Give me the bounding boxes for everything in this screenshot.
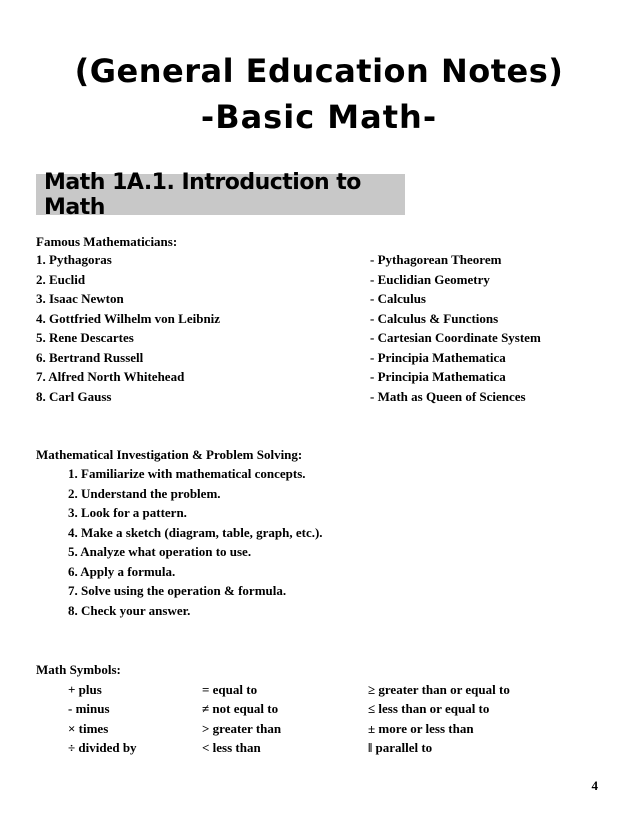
step-item: 3. Look for a pattern. [68,505,187,520]
symbol-entry: = equal to [202,682,258,697]
mathematicians-title: Famous Mathematicians: [36,234,178,249]
mathematician-work: - Calculus [370,291,426,306]
symbol-entry: ≥ greater than or equal to [368,682,510,697]
symbol-entry: ± more or less than [368,721,474,736]
section-heading-text: Math 1A.1. Introduction to Math [44,169,361,220]
symbol-entry: ≠ not equal to [202,701,279,716]
mathematician-name: 3. Isaac Newton [36,291,124,306]
mathematician-work: - Math as Queen of Sciences [370,389,526,404]
step-item: 2. Understand the problem. [68,486,221,501]
symbol-entry: ≤ less than or equal to [368,701,490,716]
symbol-entry: > greater than [202,721,282,736]
document-subtitle: -Basic Math- [200,98,438,136]
mathematician-name: 5. Rene Descartes [36,330,134,345]
step-item: 8. Check your answer. [68,603,191,618]
step-item: 4. Make a sketch (diagram, table, graph, etc.). [68,525,323,540]
mathematician-work: - Principia Mathematica [370,369,506,384]
step-item: 7. Solve using the operation & formula. [68,583,287,598]
mathematician-work: - Euclidian Geometry [370,272,490,287]
symbol-entry: < less than [202,740,261,755]
mathematician-name: 1. Pythagoras [36,252,112,267]
symbol-entry: ÷ divided by [68,740,137,755]
step-item: 1. Familiarize with mathematical concepts. [68,466,306,481]
mathematician-work: - Calculus & Functions [370,311,499,326]
mathematician-name: 6. Bertrand Russell [36,350,144,365]
step-item: 6. Apply a formula. [68,564,176,579]
mathematician-name: 4. Gottfried Wilhelm von Leibniz [36,311,221,326]
mathematician-name: 8. Carl Gauss [36,389,112,404]
mathematician-work: - Cartesian Coordinate System [370,330,541,345]
investigation-title: Mathematical Investigation & Problem Solving: [36,447,303,462]
symbol-entry: + plus [68,682,102,697]
symbols-title: Math Symbols: [36,662,121,677]
step-item: 5. Analyze what operation to use. [68,544,252,559]
page-number: 4 [591,778,598,793]
mathematician-work: - Pythagorean Theorem [370,252,502,267]
section-heading [36,169,405,220]
mathematician-work: - Principia Mathematica [370,350,506,365]
mathematician-name: 2. Euclid [36,272,86,287]
symbol-entry: - minus [68,701,110,716]
symbol-entry: ‖ parallel to [368,740,433,755]
symbol-entry: × times [68,721,109,736]
document-title: (General Education Notes) [74,52,564,90]
mathematician-name: 7. Alfred North Whitehead [36,369,185,384]
